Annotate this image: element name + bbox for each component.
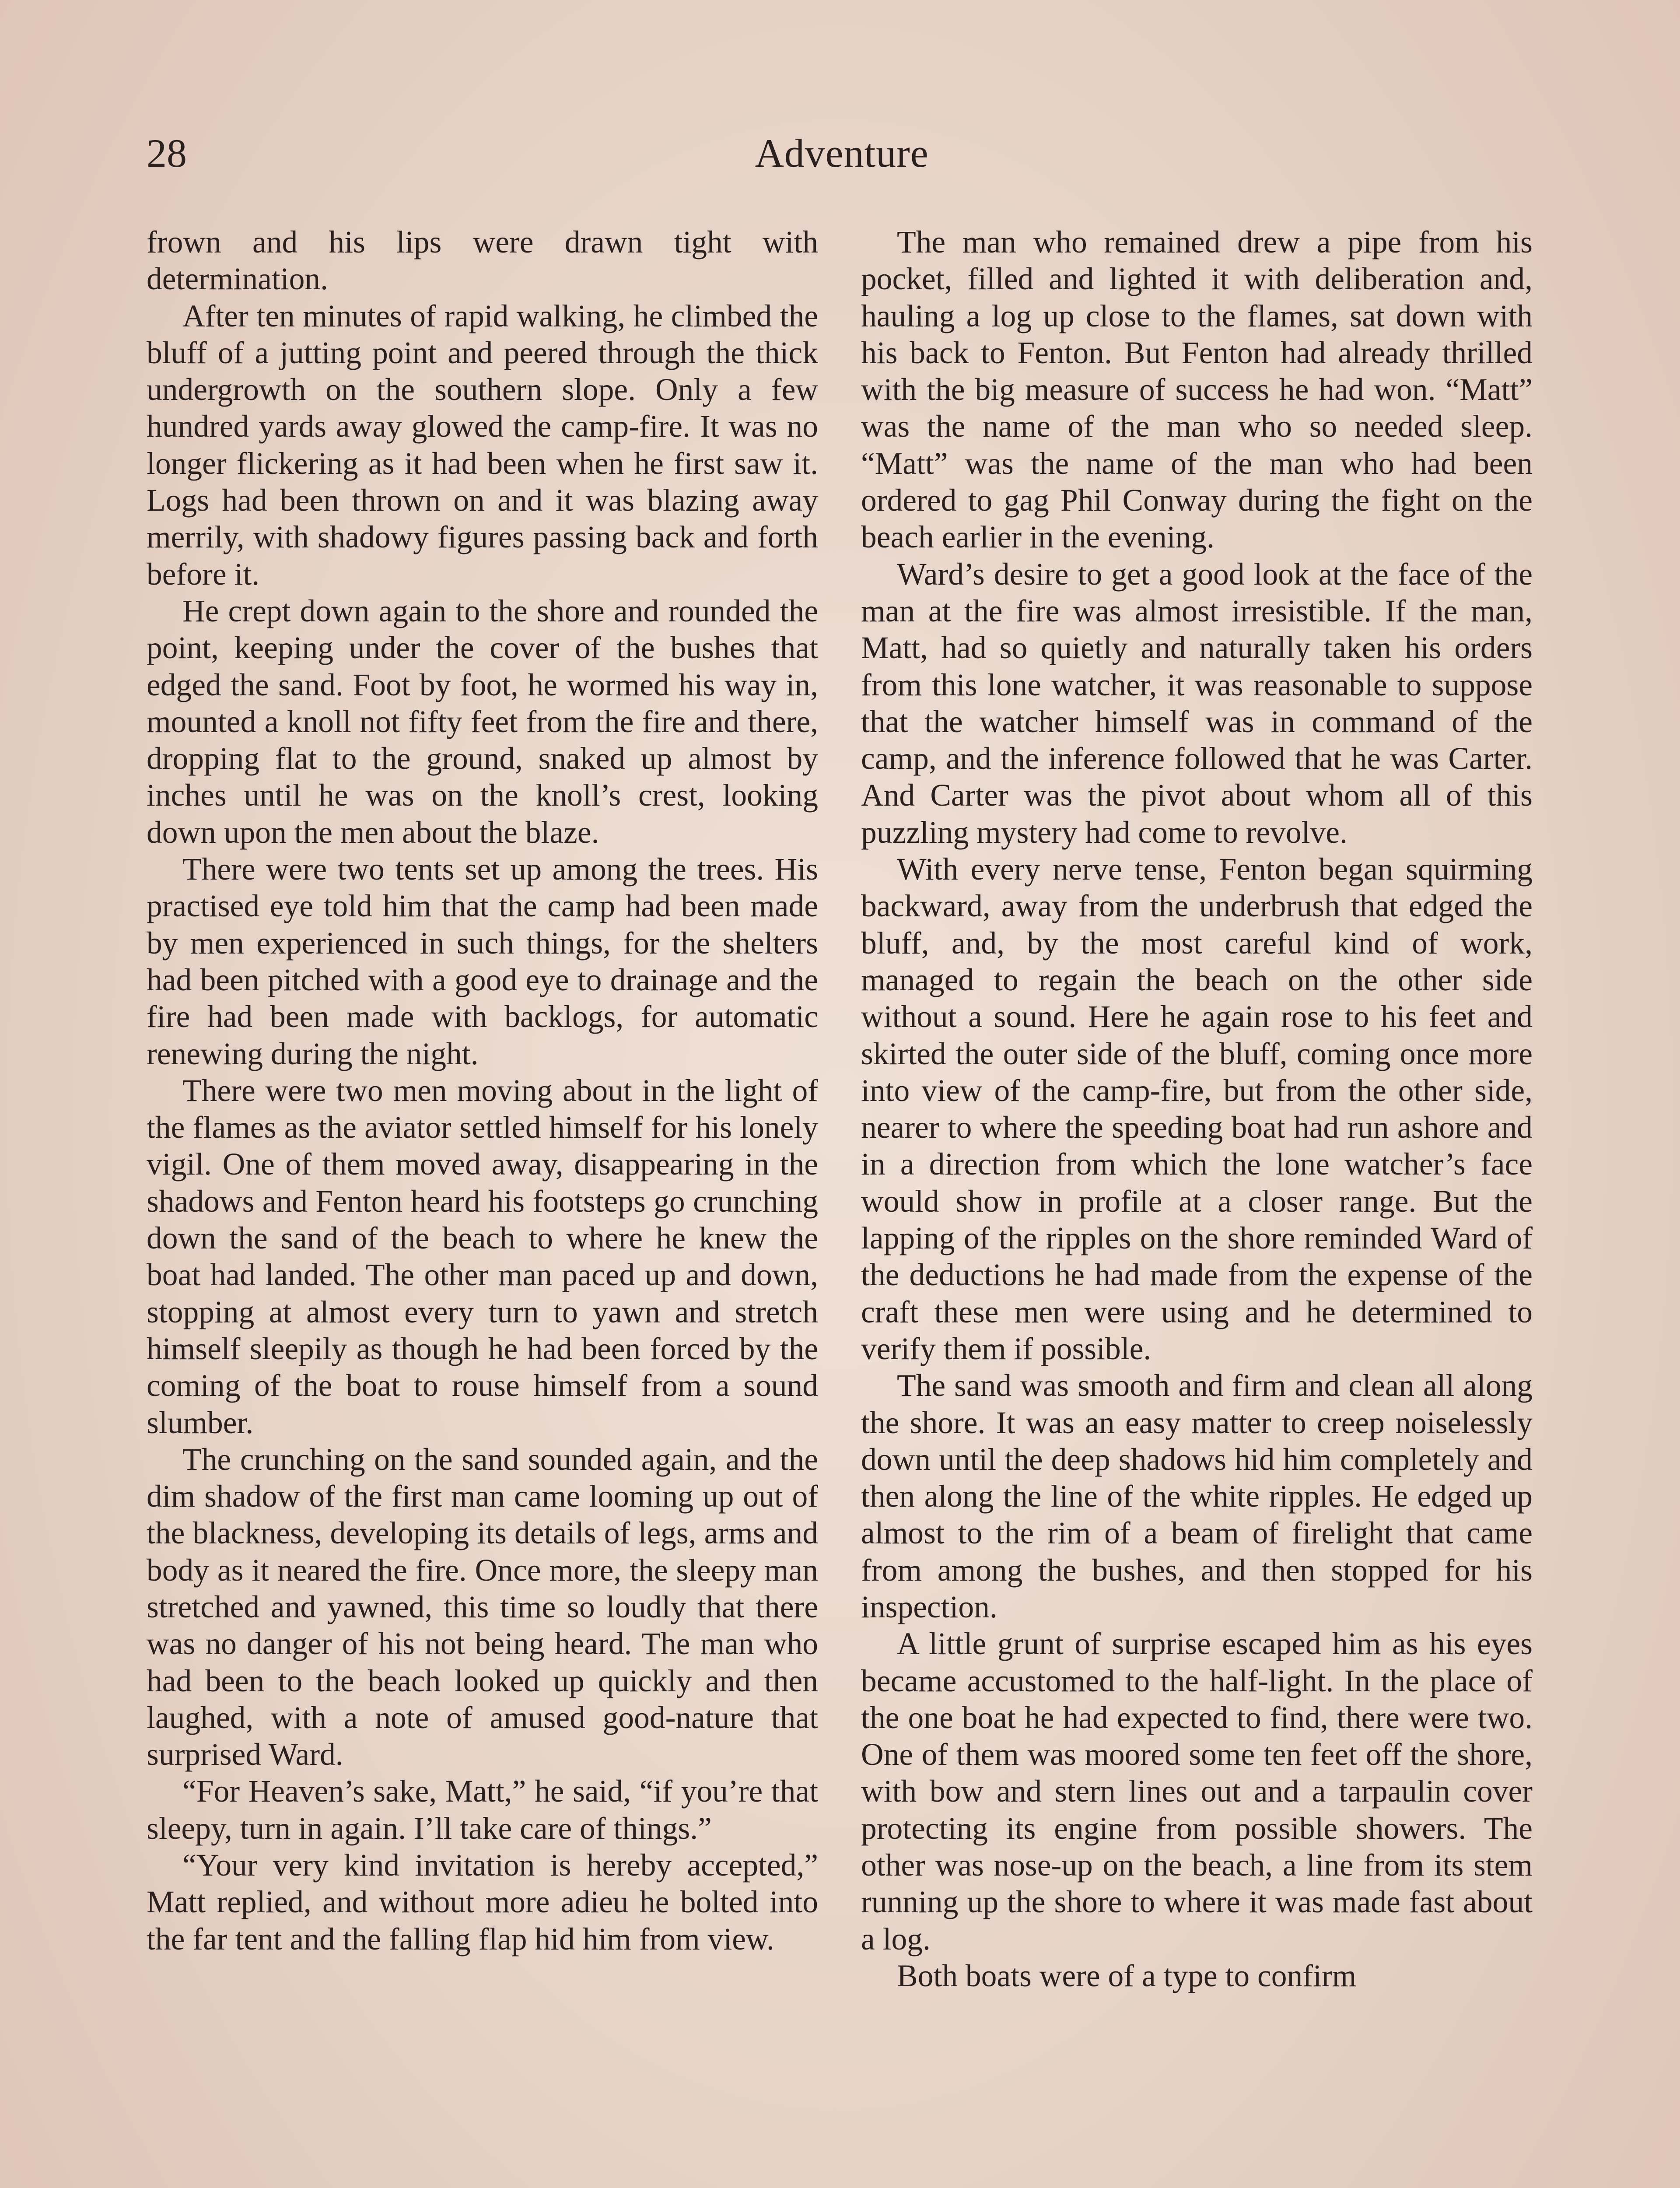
paragraph: The crunching on the sand sounded again, and the dim shadow of the first man came looming up out of the blackness, developing its details of legs, arms and body as it neared the fire. Once more, the sleepy man stretched and yawned, this time so loudly that there was no danger of his not being heard. The man who had been to the beach looked up quickly and then laughed, with a note of amused good-nature that surprised Ward. — [147, 1442, 818, 1772]
right-column — [861, 224, 1533, 2188]
page-header — [147, 127, 1537, 188]
paragraph: The man who remained drew a pipe from his pocket, filled and lighted it with deliberation and, hauling a log up close to the flames, sat down with his back to Fenton. But Fenton had already thrilled with the big measure of success he had won. “Matt” was the name of the man who so needed sleep. “Matt” was the name of the man who had been ordered to gag Phil Conway during the fight on the beach earlier in the evening. — [861, 225, 1533, 555]
paragraph: With every nerve tense, Fenton began squirming backward, away from the underbrush that edged the bluff, and, by the most careful kind of work, managed to regain the beach on the other side without a sound. Here he again rose to his feet and skirted the outer side of the bluff, coming once more into view of the camp-fire, but from the other side, nearer to where the speeding boat had run ashore and in a direction from which the lone watcher’s face would show in profile at a closer range. But the lapping of the ripples on the shore reminded Ward of the deductions he had made from the expense of the craft these men were using and he determined to verify them if possible. — [861, 852, 1533, 1366]
paragraph: After ten minutes of rapid walking, he climbed the bluff of a jutting point and peered through the thick undergrowth on the southern slope. Only a few hundred yards away glowed the camp-fire. It was no longer flickering as it had been when he first saw it. Logs had been thrown on and it was blazing away merrily, with shadowy figures passing back and forth before it. — [147, 298, 818, 592]
page-number: 28 — [147, 131, 187, 175]
paragraph: Ward’s desire to get a good look at the face of the man at the fire was almost irresistible. If the man, Matt, had so quietly and naturally taken his orders from this lone watcher, it was reasonable to suppose that the watcher himself was in command of the camp, and the inference followed that he was Carter. And Carter was the pivot about whom all of this puzzling mystery had come to revolve. — [861, 557, 1533, 850]
paragraph: Both boats were of a type to confirm — [897, 1958, 1357, 1993]
paragraph: The sand was smooth and firm and clean all along the shore. It was an easy matter to creep noiselessly down until the deep shadows hid him completely and then along the line of the white ripples. He edged up almost to the rim of a beam of firelight that came from among the bushes, and then stopped for his inspection. — [861, 1368, 1533, 1624]
running-title: Adventure — [755, 131, 929, 175]
paragraph: He crept down again to the shore and rounded the point, keeping under the cover of the bushes that edged the sand. Foot by foot, he wormed his way in, mounted a knoll not fifty feet from the fire and there, dropping flat to the ground, snaked up almost by inches until he was on the knoll’s crest, looking down upon the men about the blaze. — [147, 593, 818, 850]
paragraph: There were two tents set up among the trees. His practised eye told him that the camp had been made by men experienced in such things, for the shelters had been pitched with a good eye to drainage and the fire had been made with backlogs, for automatic renewing during the night. — [147, 852, 818, 1071]
paragraph: “For Heaven’s sake, Matt,” he said, “if you’re that sleepy, turn in again. I’ll take care of things.” — [147, 1774, 818, 1846]
paragraph: A little grunt of surprise escaped him as his eyes became accustomed to the half-light. In the place of the one boat he had expected to find, there were two. One of them was moored some ten feet off the shore, with bow and stern lines out and a tarpaulin cover protecting its engine from possible showers. The other was nose-up on the beach, a line from its stem running up the shore to where it was made fast about a log. — [861, 1627, 1533, 1957]
paragraph: “Your very kind invitation is hereby accepted,” Matt replied, and without more adieu he bolted into the far tent and the falling flap hid him from view. — [147, 1848, 818, 1957]
paragraph: There were two men moving about in the light of the flames as the aviator settled himself for his lonely vigil. One of them moved away, disappearing in the shadows and Fenton heard his footsteps go crunching down the sand of the beach to where he knew the boat had landed. The other man paced up and down, stopping at almost every turn to yawn and stretch himself sleepily as though he had been forced by the coming of the boat to rouse himself from a sound slumber. — [147, 1073, 818, 1440]
paragraph: frown and his lips were drawn tight with determination. — [147, 225, 818, 297]
left-column — [147, 224, 818, 2188]
